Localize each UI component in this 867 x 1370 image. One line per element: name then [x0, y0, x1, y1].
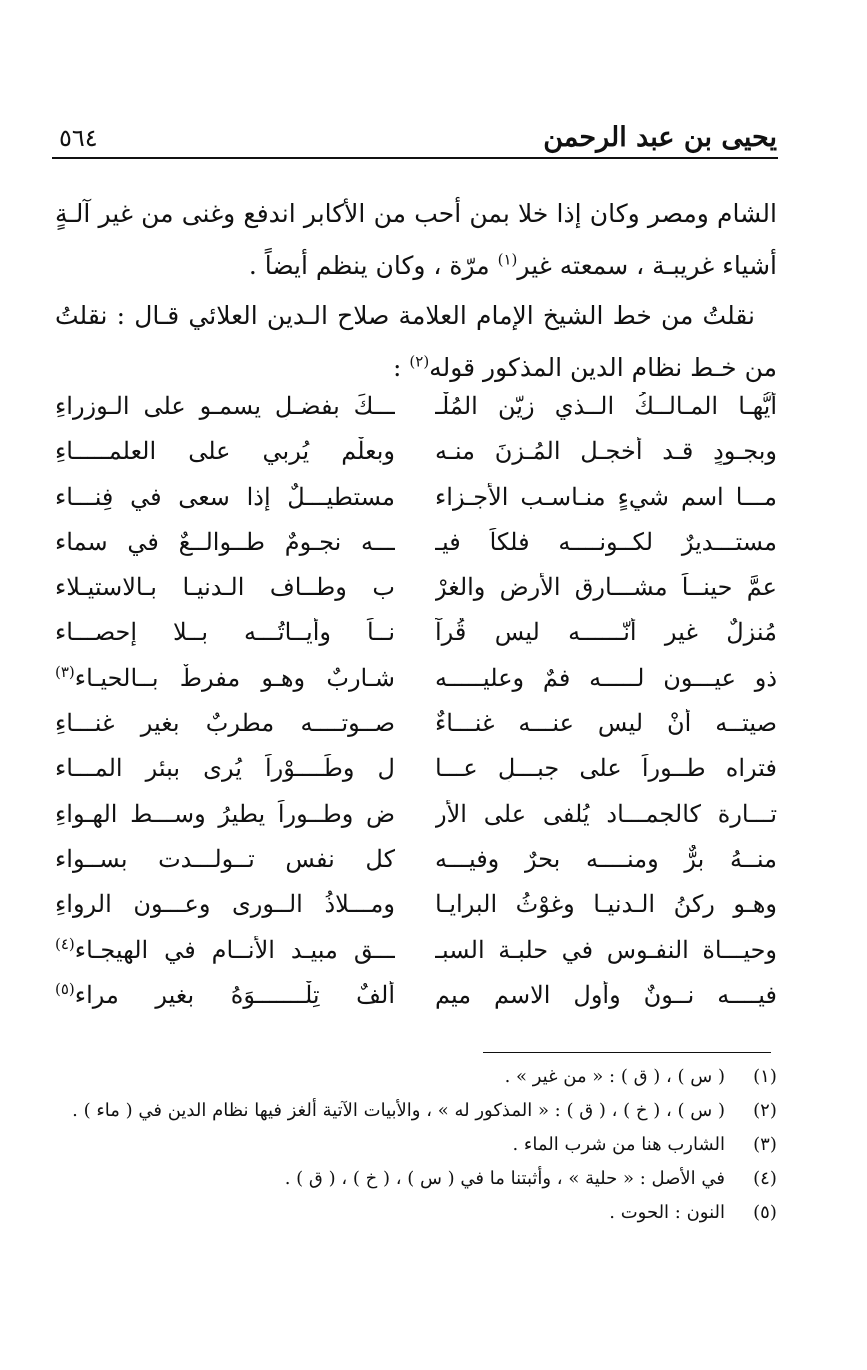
paragraph-2-text-start: نقلتُ من خط الشيخ الإمام العلامة صلاح الـدين العلائي قـال : نقلتُ من خـط نظام الدين المذكور قوله	[55, 301, 777, 382]
footnote-text: ( س ) ، ( ق ) : « من غير » .	[504, 1066, 725, 1087]
verse-second-hemistich	[55, 573, 395, 601]
verse-footnote-ref: (٥)	[55, 980, 75, 998]
footnote	[80, 1164, 780, 1198]
paragraph-1-text-start: الشام ومصر وكان إذا خلا بمن أحب من الأكابر اندفع وغنى من غير آلـةٍ أشياء غريبـة ، سمعته غير	[55, 199, 777, 280]
verse-first-hemistich: فيــــه نــونٌ وأول الاسم ميم	[435, 980, 777, 1009]
verse-first-hemistich: مستـــديرٌ لكــونــــه فلكاً فيـ	[435, 527, 777, 556]
verse-first-hemistich: مُنزلٌ غير أنّــــــه ليس قُرآ	[435, 618, 777, 647]
verse-line	[55, 841, 777, 886]
verse-first-hemistich: وبجـودٍ قـد أخجـل المُـزنَ منـه	[435, 437, 777, 466]
verse-second-hemistich-text: ضِ وطــوراً يطيرُ وســـط الهـواءِ	[55, 799, 395, 828]
verse-second-hemistich	[55, 528, 395, 556]
poem-verses	[55, 388, 777, 1022]
verse-line	[55, 433, 777, 478]
verse-line	[55, 569, 777, 614]
header-rule	[52, 157, 778, 159]
verse-first-hemistich: صيتــه أنْ ليس عنـــه غنـــاءٌ	[435, 709, 777, 738]
verse-first-hemistich: منــهُ برٌّ ومنــــه بحرٌ وفيـــه	[435, 844, 777, 873]
footnote-ref-2: (٢)	[409, 352, 430, 371]
verse-line	[55, 479, 777, 524]
verse-first-hemistich: فتراه طــوراً على جبـــلٍ عـــا	[435, 754, 777, 783]
verse-first-hemistich: وهـو ركنُ الـدنيـا وغوْثُ البرايـا	[435, 890, 777, 919]
verse-footnote-ref: (٤)	[55, 935, 75, 953]
verse-first-hemistich: عمَّ حينــاً مشـــارق الأرض والغرْ	[435, 573, 777, 602]
footnote	[72, 1096, 780, 1130]
verse-second-hemistich	[55, 709, 395, 737]
footnote-rule	[483, 1052, 771, 1053]
verse-second-hemistich	[55, 392, 395, 420]
verse-second-hemistich-text: صــوتــــه مطربٌ بغير غنـــاءِ	[55, 709, 395, 738]
verse-second-hemistich-text: لِ وطَــــوْراً يُرى ببئر المـــاء	[55, 754, 395, 783]
verse-second-hemistich	[55, 890, 395, 918]
running-title: يحيى بن عبد الرحمن	[543, 122, 777, 153]
verse-second-hemistich	[55, 618, 395, 646]
verse-second-hemistich-text: نــاً وأيــاتُـــه بــلا إحصـــاء	[55, 618, 395, 647]
verse-second-hemistich-text: وبعلْم يُربي على العلمـــــاءِ	[55, 437, 395, 466]
footnote-text: الشارب هنا من شرب الماء .	[512, 1134, 725, 1155]
verse-line	[55, 932, 777, 977]
footnote-text: ( س ) ، ( خ ) ، ( ق ) : « المذكور له » ، والأبيات الآتية ألغز فيها نظام الدين في ( ماء ) .	[72, 1100, 725, 1121]
verse-second-hemistich-text: كل نفسٍ تــولـــدت بســواء	[55, 844, 395, 873]
footnote-number: (٣)	[753, 1134, 777, 1155]
verse-second-hemistich-text: ألفٌ تِلْـــــــوَهُ بغير مراء	[74, 980, 395, 1009]
verse-line	[55, 977, 777, 1022]
page-header	[55, 120, 777, 158]
footnote-text: في الأصل : « حلية » ، وأثبتنا ما في ( س ) ، ( خ ) ، ( ق ) .	[284, 1168, 725, 1189]
verse-line	[55, 660, 777, 705]
verse-second-hemistich	[55, 483, 395, 511]
verse-second-hemistich	[55, 936, 395, 964]
footnote-number: (٥)	[753, 1202, 777, 1223]
footnote-text: النون : الحوت .	[609, 1202, 725, 1223]
paragraph-1-text-end: مرّة ، وكان ينظم أيضاً .	[248, 251, 498, 280]
verse-second-hemistich-text: مستطيـــلٌ إذا سعى في فِنـــاء	[55, 482, 395, 511]
verse-second-hemistich	[55, 800, 395, 828]
paragraph-2	[55, 290, 777, 394]
verse-first-hemistich: تـــارة كالجمـــاد يُلفى على الأر	[435, 799, 777, 828]
verse-second-hemistich	[55, 981, 395, 1009]
verse-second-hemistich-text: ـــق مبيـد الأنــام في الهيجـاء	[74, 935, 395, 964]
verse-second-hemistich	[55, 664, 395, 692]
verse-line	[55, 388, 777, 433]
verse-second-hemistich-text: ـــه نجـومٌ طــوالــعٌ في سماء	[55, 527, 395, 556]
footnote-ref-1: (١)	[497, 250, 518, 269]
verse-line	[55, 524, 777, 569]
verse-line	[55, 614, 777, 659]
verse-second-hemistich	[55, 845, 395, 873]
verse-second-hemistich-text: ب وطــاف الـدنيـا بـالاستيـلاء	[55, 573, 395, 602]
verse-first-hemistich: مـــا اسم شيءٍ منـاسـب الأجـزاء	[435, 482, 777, 511]
paragraph-1	[55, 188, 777, 292]
footnote	[80, 1062, 780, 1096]
footnote-number: (١)	[753, 1066, 777, 1087]
page-number: ٥٦٤	[59, 124, 98, 152]
verse-line	[55, 886, 777, 931]
verse-second-hemistich-text: ومـــلاذُ الــورى وعـــون الرواءِ	[55, 890, 395, 919]
verse-first-hemistich: وحيـــاة النفـوسِ في حلبـة السبـ	[435, 935, 777, 964]
verse-second-hemistich-text: شـاربٌ وهـو مفرطٌ بــالحيـاء	[74, 663, 395, 692]
footnotes	[72, 1062, 780, 1232]
verse-second-hemistich	[55, 437, 395, 465]
paragraph-2-text-end: :	[393, 353, 410, 382]
verse-second-hemistich-text: ـــكَ بفضـلٍ يسمـو على الـوزراءِ	[55, 392, 395, 420]
verse-first-hemistich: أيُّهـا المـالــكُ الــذي زيّن المُلْـ	[435, 392, 777, 420]
verse-line	[55, 705, 777, 750]
verse-first-hemistich: ذو عيـــون لـــــه فمٌ وعليـــــه	[435, 663, 777, 692]
footnote	[80, 1198, 780, 1232]
verse-line	[55, 750, 777, 795]
footnote-number: (٢)	[753, 1100, 777, 1121]
verse-line	[55, 796, 777, 841]
footnote	[80, 1130, 780, 1164]
verse-second-hemistich	[55, 754, 395, 782]
verse-footnote-ref: (٣)	[55, 663, 75, 681]
footnote-number: (٤)	[753, 1168, 777, 1189]
